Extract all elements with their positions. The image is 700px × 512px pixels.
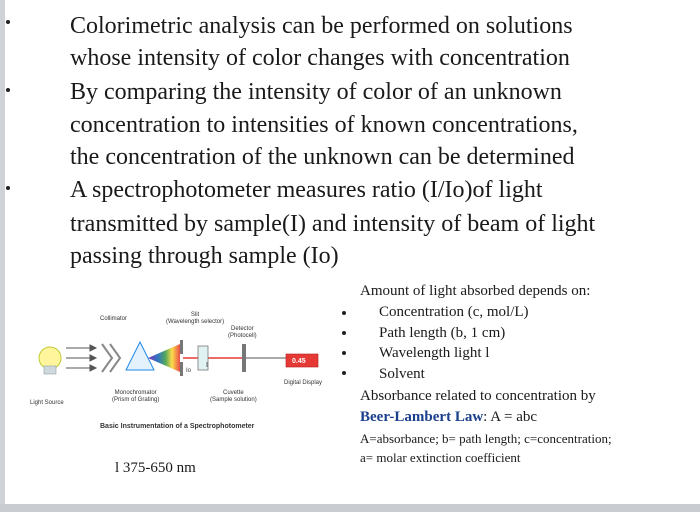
bullet-2-line-2: concentration to intensities of known concentrations, — [70, 112, 578, 138]
light-bulb-icon — [39, 347, 61, 374]
bullet-marker — [6, 186, 10, 190]
detector-icon — [242, 344, 246, 372]
i-label: I — [206, 362, 208, 369]
bottom-border — [0, 504, 700, 512]
definitions-line-1: A=absorbance; b= path length; c=concentration; — [360, 431, 612, 446]
spectrophotometer-diagram — [30, 296, 350, 446]
bullet-1-line-1: Colorimetric analysis can be performed on solutions — [70, 13, 573, 39]
absorbance-related-text: Absorbance related to concentration by — [360, 388, 596, 404]
light-source-label: Light Source — [30, 400, 64, 406]
collimator-label: Collimator — [100, 316, 128, 322]
io-label: Io — [186, 368, 192, 374]
prism-icon — [126, 342, 154, 370]
bullet-1-line-2: whose intensity of color changes with concentration — [70, 45, 570, 71]
cuvette-label: Cuvette (Sample solution) — [210, 390, 257, 403]
bullet-3-line-1: A spectrophotometer measures ratio (I/Io)of light — [70, 177, 543, 203]
monochromator-label: Monochromator (Prism of Grating) — [112, 390, 160, 403]
law-formula: : A = abc — [483, 409, 538, 425]
beer-lambert-law: Beer-Lambert Law — [360, 409, 484, 425]
beer-lambert-line — [360, 407, 537, 427]
wavelength-range: l 375-650 nm — [115, 460, 196, 476]
definitions-line-2: a= molar extinction coefficient — [360, 450, 521, 465]
chevron-lens-icon — [102, 344, 120, 372]
detector-label: Detector (Photocell) — [228, 326, 257, 339]
factor-concentration: Concentration (c, mol/L) — [379, 304, 529, 320]
collimator-arrows-icon — [66, 345, 96, 371]
digital-display-label: Digital Display — [284, 380, 323, 386]
slit-icon — [180, 340, 183, 376]
bullet-2-line-1: By comparing the intensity of color of an unknown — [70, 79, 562, 105]
absorb-heading: Amount of light absorbed depends on: — [360, 283, 591, 299]
left-border — [0, 0, 5, 512]
bullet-3-line-3: passing through sample (Io) — [70, 243, 339, 269]
bullet-marker — [6, 88, 10, 92]
bullet-marker — [6, 20, 10, 24]
factor-wavelength: Wavelength light l — [379, 345, 490, 361]
factor-solvent: Solvent — [379, 366, 425, 382]
factor-path-length: Path length (b, 1 cm) — [379, 325, 506, 341]
display-value: 0.45 — [292, 358, 306, 365]
diagram-caption: Basic Instrumentation of a Spectrophotometer — [100, 423, 255, 430]
bullet-3-line-2: transmitted by sample(I) and intensity of beam of light — [70, 211, 596, 237]
slit-label: Slit (Wavelength selector) — [166, 312, 225, 325]
bullet-2-line-3: the concentration of the unknown can be determined — [70, 144, 575, 170]
